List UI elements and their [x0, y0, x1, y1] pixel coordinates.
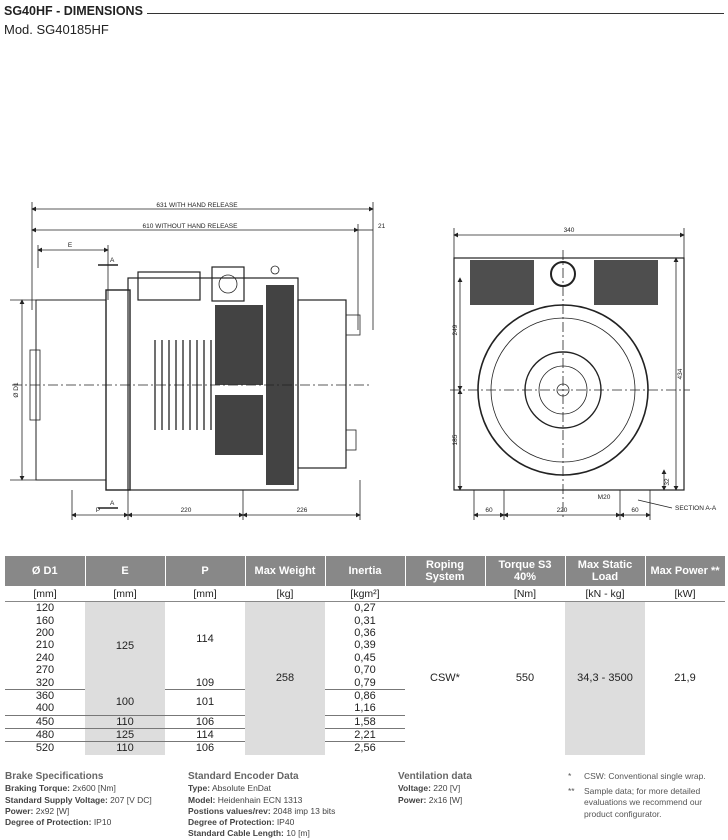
table-row	[5, 602, 725, 615]
footnotes	[568, 771, 724, 823]
dim-220-front: 220	[556, 507, 568, 514]
dim-d1: Ø D1	[13, 382, 20, 398]
dim-434: 434	[677, 368, 684, 380]
d1-cell: 520	[35, 742, 55, 755]
inertia-cell: 2,21	[325, 728, 405, 741]
section-a-bottom: A	[110, 500, 115, 507]
brake-specs	[5, 771, 152, 828]
dim-610: 610 WITHOUT HAND RELEASE	[142, 223, 238, 230]
spec-line: Standard Cable Length: 10 [m]	[188, 828, 310, 839]
encoder-title: Standard Encoder Data	[188, 771, 299, 782]
inertia-cell: 0,86	[354, 689, 376, 702]
col-max-weight: Max Weight	[245, 556, 325, 586]
dim-340: 340	[563, 227, 575, 234]
dimension-drawing	[0, 190, 728, 530]
unit-e: [mm]	[85, 586, 165, 602]
d1-cell: 480	[5, 728, 85, 741]
ventilation-data	[398, 771, 472, 806]
col-inertia: Inertia	[325, 556, 405, 586]
dim-60-left: 60	[485, 507, 493, 514]
inertia-cell: 2,56	[354, 742, 376, 755]
e-cell: 110	[85, 715, 165, 728]
e-cell: 125	[85, 602, 165, 690]
d1-cell: 200	[35, 626, 55, 639]
p-cell: 114	[196, 633, 214, 646]
section-label: SECTION A-A	[675, 505, 717, 512]
page-title: SG40HF - DIMENSIONS	[4, 4, 147, 18]
col-roping: Roping System	[405, 556, 485, 586]
spec-line: Model: Heidenhain ECN 1313	[188, 794, 303, 805]
d1-cell: 240	[35, 651, 55, 664]
brake-title: Brake Specifications	[5, 771, 104, 782]
inertia-cell: 0,79	[325, 676, 405, 689]
footnote: ** Sample data; for more detailed evaluations we recommend our product configurator.	[568, 785, 703, 819]
inertia-cell: 0,70	[354, 664, 376, 677]
dim-185: 185	[452, 434, 459, 446]
page-header	[4, 2, 724, 37]
units-row	[5, 586, 725, 602]
p-cell: 106	[195, 742, 215, 755]
dim-220-side: 220	[180, 507, 192, 514]
inertia-cell: 0,31	[354, 614, 376, 627]
encoder-data	[188, 771, 335, 840]
model-name: Mod. SG40185HF	[4, 22, 109, 37]
inertia-cell: 0,36	[354, 626, 376, 639]
dim-e: E	[67, 242, 73, 249]
inertia-cell: 1,16	[325, 702, 405, 715]
dim-21: 21	[378, 223, 386, 230]
e-cell: 100	[85, 689, 165, 715]
d1-cell: 320	[5, 676, 85, 689]
d1-cell: 160	[35, 614, 55, 627]
ventilation-title: Ventilation data	[398, 771, 472, 782]
spec-line: Braking Torque: 2x600 [Nm]	[5, 783, 116, 794]
col-e: E	[85, 556, 165, 586]
col-static-load: Max Static Load	[565, 556, 645, 586]
unit-power: [kW]	[645, 586, 725, 602]
static-load-cell: 34,3 - 3500	[565, 602, 645, 755]
weight-cell: 258	[245, 602, 325, 755]
dim-249: 249	[452, 324, 459, 336]
d1-cell: 450	[5, 715, 85, 728]
inertia-cell: 0,39	[354, 639, 376, 652]
spec-line: Degree of Protection: IP40	[188, 817, 295, 828]
dim-p: P	[95, 507, 101, 514]
p-cell: 109	[165, 676, 245, 689]
dim-60-right: 60	[631, 507, 639, 514]
dim-32: 32	[664, 478, 671, 486]
torque-cell: 550	[515, 672, 535, 685]
e-cell: 110	[85, 742, 165, 755]
col-d1: Ø D1	[5, 556, 85, 586]
inertia-cell: 1,58	[325, 715, 405, 728]
footnote: * CSW: Conventional single wrap.	[568, 771, 706, 781]
dim-226: 226	[296, 507, 308, 514]
unit-d1: [mm]	[5, 586, 85, 602]
inertia-cell: 0,45	[354, 651, 376, 664]
spec-line: Standard Supply Voltage: 207 [V DC]	[5, 794, 152, 805]
unit-inertia: [kgm²]	[325, 586, 405, 602]
d1-cell: 400	[5, 702, 85, 715]
section-a-top: A	[110, 257, 115, 264]
col-max-power: Max Power **	[645, 556, 725, 586]
d1-cell: 360	[35, 689, 55, 702]
d1-cell: 270	[35, 664, 55, 677]
unit-p: [mm]	[165, 586, 245, 602]
thread-m20: M20	[597, 494, 611, 501]
e-cell: 125	[85, 728, 165, 741]
p-cell: 101	[165, 689, 245, 715]
spec-line: Degree of Protection: IP10	[5, 817, 112, 828]
unit-roping	[405, 586, 485, 602]
unit-static-load: [kN - kg]	[565, 586, 645, 602]
dim-631: 631 WITH HAND RELEASE	[156, 202, 238, 209]
col-p: P	[165, 556, 245, 586]
d1-cell: 210	[35, 639, 55, 652]
d1-cell: 120	[35, 602, 55, 615]
specs-table	[5, 556, 726, 755]
roping-cell: CSW*	[430, 672, 460, 685]
p-cell: 114	[165, 728, 245, 741]
spec-line: Power: 2x92 [W]	[5, 805, 70, 816]
spec-line: Power: 2x16 [W]	[398, 794, 463, 805]
p-cell: 106	[165, 715, 245, 728]
col-torque: Torque S3 40%	[485, 556, 565, 586]
spec-line: Type: Absolute EnDat	[188, 783, 272, 794]
unit-weight: [kg]	[245, 586, 325, 602]
spec-line: Postions values/rev: 2048 imp 13 bits	[188, 805, 336, 816]
spec-line: Voltage: 220 [V]	[398, 783, 461, 794]
table-header-row	[5, 556, 725, 586]
inertia-cell: 0,27	[354, 602, 376, 615]
power-cell: 21,9	[674, 672, 696, 685]
unit-torque: [Nm]	[485, 586, 565, 602]
